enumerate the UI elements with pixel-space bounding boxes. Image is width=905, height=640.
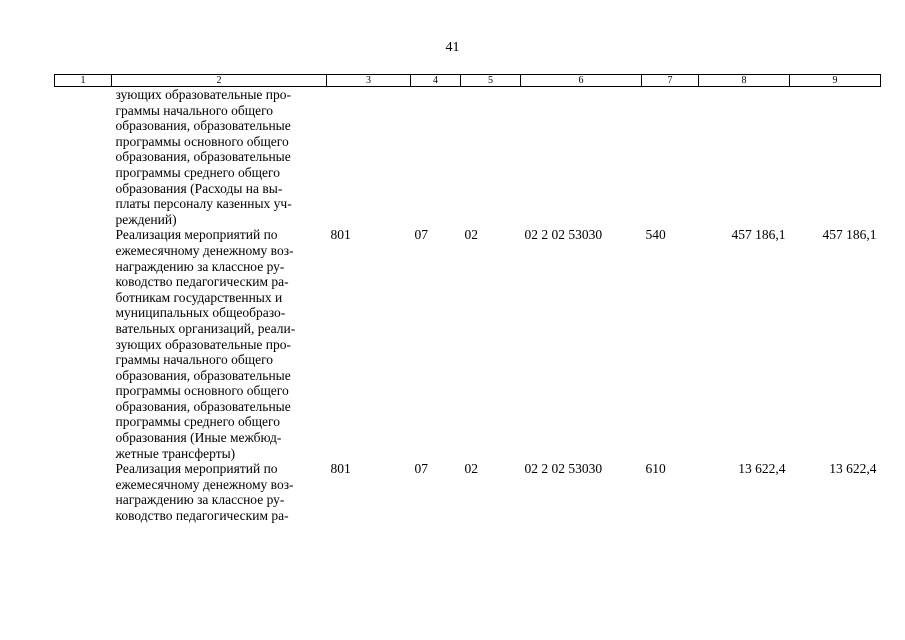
header-col-3: 3 [327,75,411,87]
cell-section: 07 [414,227,428,243]
cell-ministry: 801 [330,227,351,243]
cell-name-line: образования, образовательные [115,367,291,383]
cell-section [411,87,461,228]
cell-name-line: награждению за классное ру- [115,258,285,274]
cell-name-line: Реализация мероприятий по [115,227,278,243]
cell-name [112,227,327,461]
cell-name-line: зующих образовательные про- [115,87,291,102]
cell-name-line: ководство педагогическим ра- [115,274,289,290]
cell-amount-approved [699,87,790,228]
cell-name-line: граммы начального общего [115,102,274,118]
cell-section: 07 [414,461,428,477]
cell-code [55,461,112,523]
cell-name-line: ководство педагогическим ра- [115,508,289,524]
cell-code [55,227,112,461]
header-col-5: 5 [461,75,521,87]
cell-name-line: программы среднего общего [115,414,280,430]
cell-name-line: граммы начального общего [115,352,274,368]
cell-name-line: программы среднего общего [115,164,280,180]
header-col-8: 8 [699,75,790,87]
header-col-1: 1 [55,75,112,87]
cell-amount-total: 457 186,1 [822,227,877,243]
cell-target-article: 02 2 02 53030 [524,461,603,477]
cell-amount-approved: 457 186,1 [731,227,786,243]
header-row [55,75,881,87]
cell-code [55,87,112,228]
cell-name-line: образования (Расходы на вы- [115,180,283,196]
cell-name [112,87,327,228]
budget-table [54,74,881,524]
cell-subsection [461,87,521,228]
cell-name-line: программы основного общего [115,383,289,399]
header-col-6: 6 [521,75,642,87]
cell-name-line: образования (Иные межбюд- [115,430,282,446]
cell-name-line: ежемесячному денежному воз- [115,242,294,258]
cell-name-line: муниципальных общеобразо- [115,305,286,321]
cell-amount-total: 13 622,4 [829,461,877,477]
cell-name-line: программы основного общего [115,133,289,149]
page-number: 41 [445,40,460,55]
table-header [55,75,881,87]
cell-name-line: образования, образовательные [115,118,291,134]
cell-expense-type: 610 [645,461,666,477]
cell-name-line: реждений) [115,211,177,227]
cell-name-line: образования, образовательные [115,398,291,414]
cell-name [112,461,327,523]
cell-expense-type: 540 [645,227,666,243]
cell-ministry [327,87,411,228]
header-col-9: 9 [790,75,881,87]
cell-name-line: ботникам государственных и [115,289,283,305]
header-col-7: 7 [642,75,699,87]
cell-name-line: образования, образовательные [115,149,291,165]
cell-name-line: жетные трансферты) [115,445,236,461]
cell-amount-total [790,87,881,228]
cell-target-article [521,87,642,228]
cell-name-line: ежемесячному денежному воз- [115,476,294,492]
cell-name-line: награждению за классное ру- [115,492,285,508]
cell-subsection: 02 [464,227,478,243]
cell-name-line: Реализация мероприятий по [115,461,278,477]
cell-name-line: зующих образовательные про- [115,336,291,352]
cell-name-line: вательных организаций, реали- [115,320,296,336]
cell-target-article: 02 2 02 53030 [524,227,603,243]
cell-subsection: 02 [464,461,478,477]
table-row [55,461,881,523]
cell-amount-approved: 13 622,4 [738,461,786,477]
table-row [55,87,881,228]
cell-ministry: 801 [330,461,351,477]
header-col-2: 2 [112,75,327,87]
cell-expense-type [642,87,699,228]
table-body [55,87,881,524]
header-col-4: 4 [411,75,461,87]
table-row [55,227,881,461]
cell-name-line: платы персоналу казенных уч- [115,196,292,212]
